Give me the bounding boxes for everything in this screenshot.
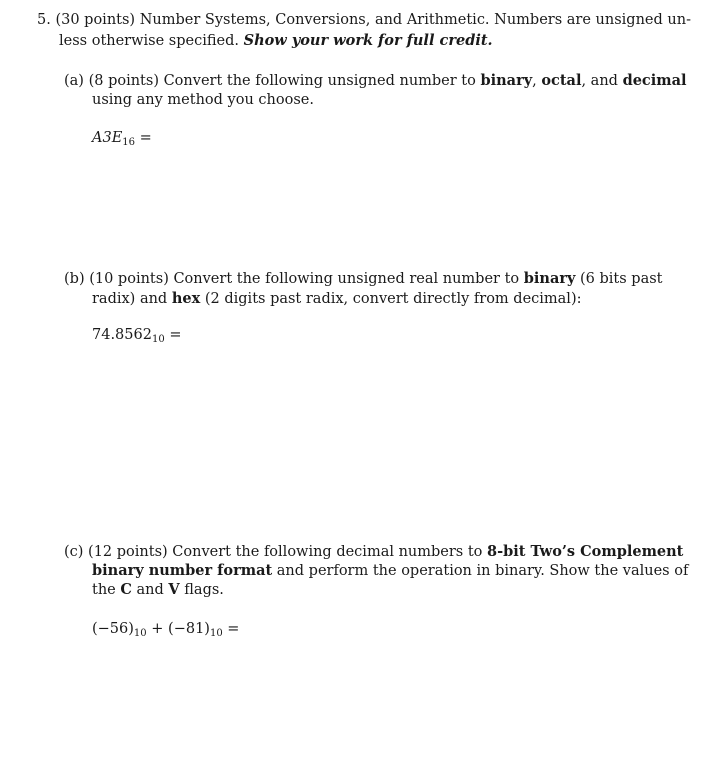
part-c-flag-c: C bbox=[120, 581, 132, 598]
part-c-equals: = bbox=[227, 621, 240, 637]
part-a-expression bbox=[92, 130, 152, 146]
question-header-line2 bbox=[59, 31, 493, 51]
part-b-label: (b) bbox=[64, 271, 85, 287]
part-a-label: (a) bbox=[64, 73, 84, 89]
part-b-base: 10 bbox=[151, 334, 165, 345]
part-c-plus: + bbox=[151, 621, 164, 637]
part-b-equals: = bbox=[169, 327, 182, 343]
part-b-keyword-binary: binary bbox=[523, 270, 576, 287]
part-a-equals: = bbox=[139, 130, 152, 146]
question-number: 5. bbox=[37, 12, 51, 28]
part-c-expression: $(-56)_{10} + (-81)_{10}$ = bbox=[92, 621, 240, 639]
part-c-keyword-twos-complement: 8-bit Two’s Complement bbox=[487, 543, 684, 560]
part-a-keyword-octal: octal bbox=[541, 72, 582, 89]
part-c-operand-a: (−56) bbox=[92, 621, 134, 637]
question-intro: Number Systems, Conversions, and Arithmetic. Numbers are unsigned un- bbox=[139, 12, 691, 28]
part-c-line3: the C and V flags. bbox=[92, 581, 224, 598]
part-a-keyword-binary: binary bbox=[480, 72, 533, 89]
question-intro-cont: less otherwise specified. bbox=[59, 33, 240, 49]
question-header-line1 bbox=[37, 11, 691, 30]
part-c-line1 bbox=[64, 542, 684, 562]
part-c-flag-v: V bbox=[168, 581, 180, 598]
show-work-emphasis: Show your work for full credit. bbox=[243, 32, 493, 49]
part-b-text: (10 points) Convert the following unsigned real number to bbox=[89, 271, 520, 287]
part-c-operand-b: (−81) bbox=[168, 621, 210, 637]
part-a-hex-value: A3E bbox=[92, 130, 123, 146]
part-a-base: 16 bbox=[122, 137, 136, 148]
part-a-line1: (a) (8 points) Convert the following unsigned number to binary, octal, and decimal bbox=[64, 72, 687, 89]
part-c-text: (12 points) Convert the following decimal numbers to bbox=[88, 544, 483, 560]
part-b-decimal-value: 74.8562 bbox=[92, 327, 152, 343]
part-c-keyword-format: binary number format bbox=[92, 562, 273, 579]
part-b-keyword-hex: hex bbox=[171, 290, 201, 307]
question-points: (30 points) bbox=[55, 12, 136, 28]
part-a-keyword-decimal: decimal bbox=[622, 72, 687, 89]
part-a-text-cont: using any method you choose. bbox=[92, 92, 314, 108]
part-a-line2 bbox=[92, 91, 314, 110]
part-b-line2: radix) and hex (2 digits past radix, convert directly from decimal): bbox=[92, 290, 582, 307]
part-b-line1 bbox=[64, 269, 663, 289]
part-c-label: (c) bbox=[64, 544, 84, 560]
part-a-text: (8 points) Convert the following unsigned number to bbox=[88, 73, 476, 89]
part-b-text-post: (6 bits past bbox=[580, 271, 663, 287]
part-c-line2: binary number format and perform the operation in binary. Show the values of bbox=[92, 562, 689, 579]
part-b-expression bbox=[92, 327, 181, 343]
